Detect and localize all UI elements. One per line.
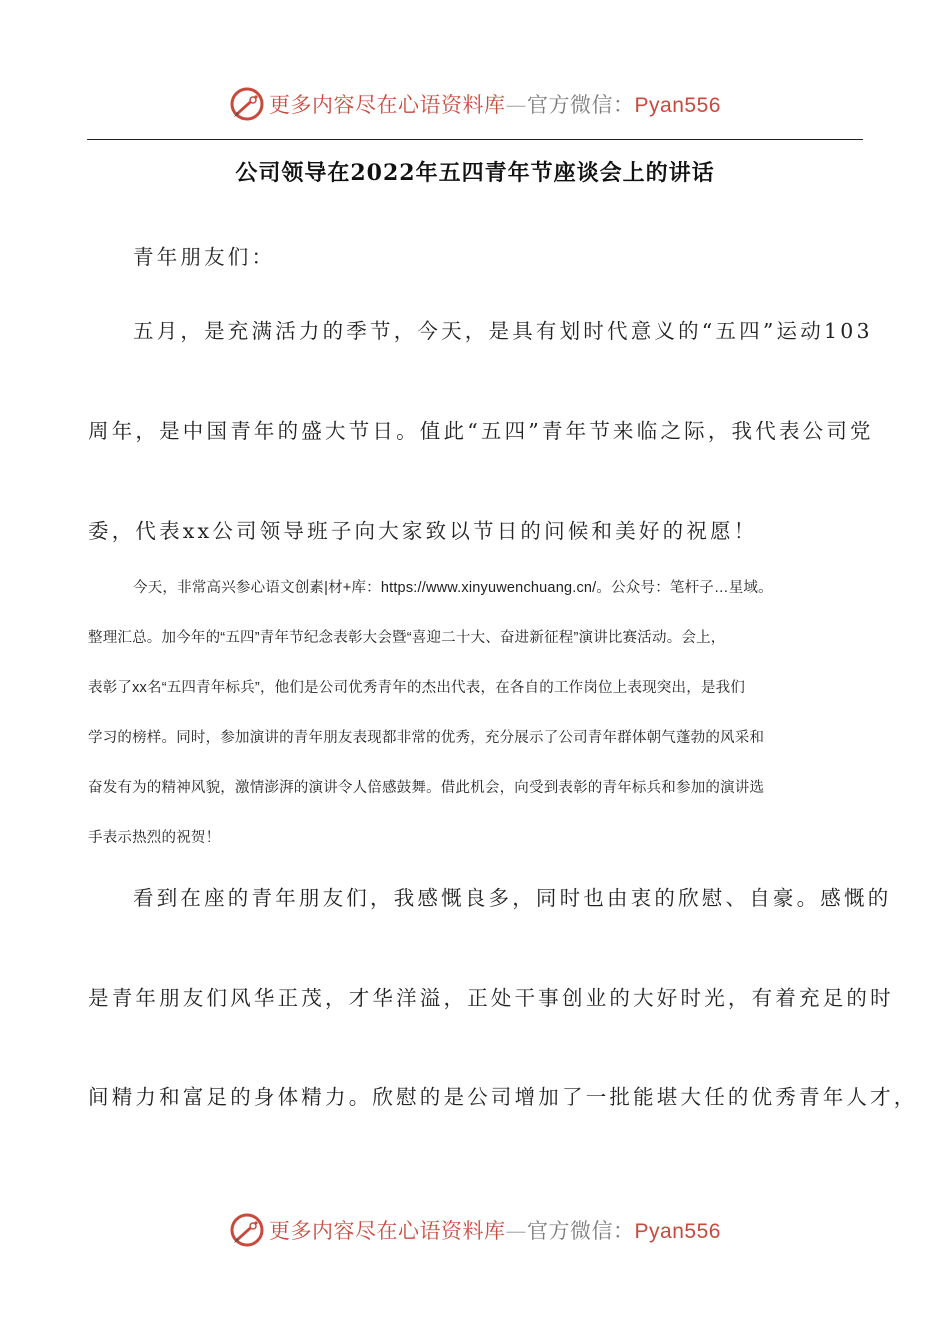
footer-wechat-id: Pyan556 xyxy=(634,1220,721,1243)
paragraph2-line6: 手表示热烈的祝贺！ xyxy=(88,830,221,846)
header-brand-text: 更多内容尽在心语资料库 xyxy=(269,93,506,117)
paragraph2-line5: 奋发有为的精神风貌，激情澎湃的演讲令人倍感鼓舞。借此机会，向受到表彰的青年标兵和参加的演讲选 xyxy=(88,780,765,796)
footer-banner-text xyxy=(269,1215,721,1245)
header-dash: — xyxy=(505,93,528,117)
paragraph1-line2: 周年，是中国青年的盛大节日。值此“五四”青年节来临之际，我代表公司党 xyxy=(88,419,874,443)
pen-logo-icon xyxy=(229,86,265,122)
paragraph1-line3: 委，代表xx公司领导班子向大家致以节日的问候和美好的祝愿！ xyxy=(88,519,758,543)
paragraph2-line3: 表彰了xx名“五四青年标兵”，他们是公司优秀青年的杰出代表，在各自的工作岗位上表现突出，是我们 xyxy=(88,680,746,696)
paragraph3-line3: 间精力和富足的身体精力。欣慰的是公司增加了一批能堪大任的优秀青年人才， xyxy=(88,1085,918,1109)
pen-logo-icon xyxy=(229,1212,265,1248)
footer-banner xyxy=(0,1210,950,1250)
header-divider xyxy=(87,139,863,140)
paragraph1-line1: 五月，是充满活力的季节，今天，是具有划时代意义的“五四”运动103 xyxy=(133,319,873,343)
header-banner xyxy=(0,84,950,124)
paragraph2-line2: 整理汇总。加今年的“五四”青年节纪念表彰大会暨“喜迎二十大、奋进新征程”演讲比赛活动。会上， xyxy=(88,630,726,646)
header-wechat-id: Pyan556 xyxy=(634,94,721,117)
paragraph3-line2: 是青年朋友们风华正茂，才华洋溢，正处干事创业的大好时光，有着充足的时 xyxy=(88,986,894,1010)
header-wechat-label: 官方微信： xyxy=(527,93,635,117)
footer-brand-text: 更多内容尽在心语资料库 xyxy=(269,1219,506,1243)
document-title: 公司领导在2022年五四青年节座谈会上的讲话 xyxy=(235,160,715,186)
header-banner-text xyxy=(269,89,721,119)
greeting: 青年朋友们： xyxy=(133,245,276,269)
paragraph2-line1: 今天，非常高兴参心语文创素|材+库：https://www.xinyuwenchuang.cn/。公众号：笔杆子…星域。 xyxy=(133,580,773,596)
paragraph3-line1: 看到在座的青年朋友们，我感慨良多，同时也由衷的欣慰、自豪。感慨的 xyxy=(133,886,892,910)
paragraph2-line4: 学习的榜样。同时，参加演讲的青年朋友表现都非常的优秀，充分展示了公司青年群体朝气蓬勃的风采和 xyxy=(88,730,765,746)
footer-wechat-label: 官方微信： xyxy=(527,1219,635,1243)
footer-dash: — xyxy=(505,1219,528,1243)
